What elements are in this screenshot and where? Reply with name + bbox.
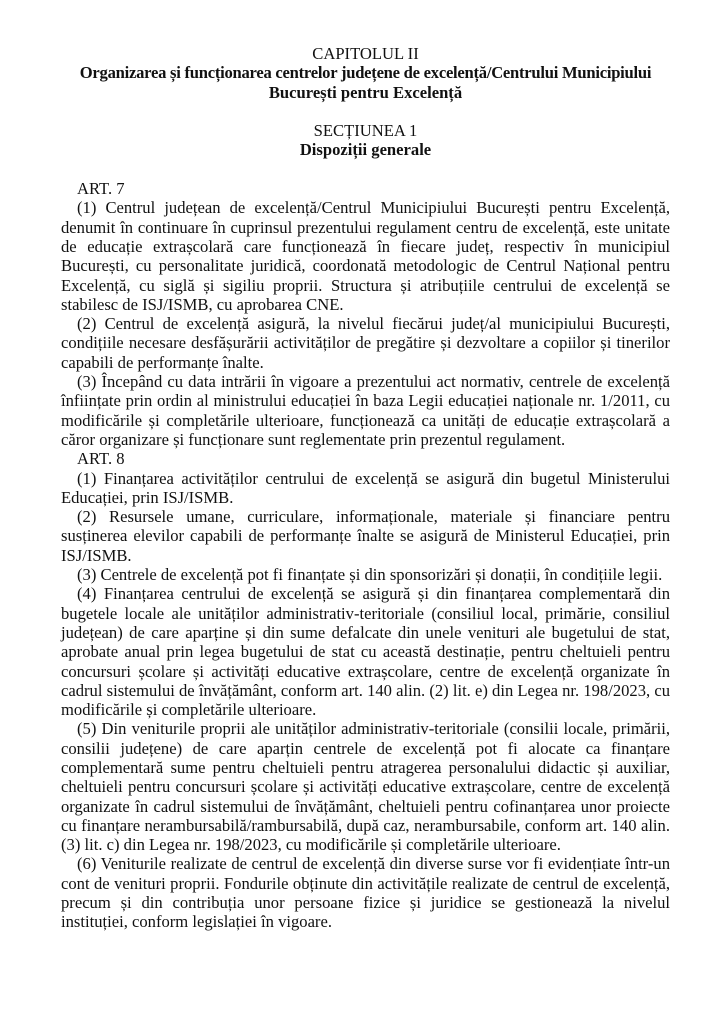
article-label: ART. 7 xyxy=(77,179,125,199)
article-8-paragraph-4: (4) Finanțarea centrului de excelență se asigură și din finanțarea complementară din bugetele locale ale unităților administrativ-teritoriale (consiliul local, primărie, consiliul județean) de care aparține și din sume defalcate din unele venituri ale bugetului de stat, aprobate anual prin legea bugetului de stat cu această destinație, pentru cheltuieli pentru concursuri școlare și activități educative extrașcolare, centre de excelență organizate în cadrul sistemului de învățământ, conform art. 140 alin. (2) lit. e) din Legea nr. 198/2023, cu modificările și completările ulterioare. xyxy=(61,584,670,720)
article-7-paragraph-1: (1) Centrul județean de excelență/Centrul Municipiului București pentru Excelență, denumit în continuare în cuprinsul prezentului regulament centru de excelență, este unitate de educație extrașcolară care funcționează în fiecare județ, respectiv în municipiul București, cu personalitate juridică, coordonată metodologic de Centrul Național pentru Excelență, cu siglă și sigiliu proprii. Structura și atribuțiile centrului de excelență se stabilesc de ISJ/ISMB, cu aprobarea CNE. xyxy=(61,198,670,314)
article-8-paragraph-5: (5) Din veniturile proprii ale unităților administrativ-teritoriale (consilii locale, primării, consilii județene) de care aparțin centrele de excelență pot fi alocate ca finanțare complementară sume pentru cheltuieli pentru atragerea personalului didactic și auxiliar, cheltuieli pentru concursuri școlare și activități educative extrașcolare, centre de excelență organizate în cadrul sistemului de învățământ, cheltuieli pentru cofinanțarea unor proiecte cu finanțare nerambursabilă/rambursabilă, după caz, nerambursabile, conform art. 140 alin. (3) lit. c) din Legea nr. 198/2023, cu modificările și completările ulterioare. xyxy=(61,719,670,855)
chapter-heading xyxy=(61,44,670,102)
article-7-paragraph-2: (2) Centrul de excelență asigură, la nivelul fiecărui județ/al municipiului București, condițiile necesare desfășurării activităților de pregătire și dezvoltare a copiilor și tinerilor capabili de performanțe înalte. xyxy=(61,314,670,372)
document-page xyxy=(61,44,670,932)
chapter-label: CAPITOLUL II xyxy=(312,44,419,63)
article-8-paragraph-3: (3) Centrele de excelență pot fi finanțate și din sponsorizări și donații, în condițiile legii. xyxy=(77,565,663,585)
article-7-paragraph-3: (3) Începând cu data intrării în vigoare a prezentului act normativ, centrele de excelență înființate prin ordin al ministrului educației în baza Legii educației naționale nr. 1/2011, cu modificările și completările ulterioare, funcționează ca unități de educație extrașcolară a căror organizare și funcționare sunt reglementate prin prezentul regulament. xyxy=(61,372,670,449)
article-7 xyxy=(61,179,670,449)
section-title: Dispoziții generale xyxy=(299,140,432,160)
section-label: SECȚIUNEA 1 xyxy=(313,121,418,141)
section-heading xyxy=(61,121,670,160)
article-8-paragraph-2: (2) Resursele umane, curriculare, informaționale, materiale și financiare pentru susținerea elevilor capabili de performanțe înalte se asigură de Ministerul Educației, prin ISJ/ISMB. xyxy=(61,507,670,565)
article-8-paragraph-1: (1) Finanțarea activităților centrului de excelență se asigură din bugetul Ministerului Educației, prin ISJ/ISMB. xyxy=(61,468,670,507)
article-label: ART. 8 xyxy=(77,449,125,469)
chapter-title-line-1: Organizarea și funcționarea centrelor județene de excelență/Centrului Municipiului xyxy=(79,63,652,83)
chapter-title-line-2: București pentru Excelență xyxy=(268,82,463,102)
article-8 xyxy=(61,449,670,931)
article-8-paragraph-6: (6) Veniturile realizate de centrul de excelență din diverse surse vor fi evidențiate într-un cont de venituri proprii. Fondurile obținute din activitățile realizate de centrul de excelență, precum și din contribuția unor persoane fizice și juridice se gestionează la nivelul instituției, conform legislației în vigoare. xyxy=(61,854,670,932)
